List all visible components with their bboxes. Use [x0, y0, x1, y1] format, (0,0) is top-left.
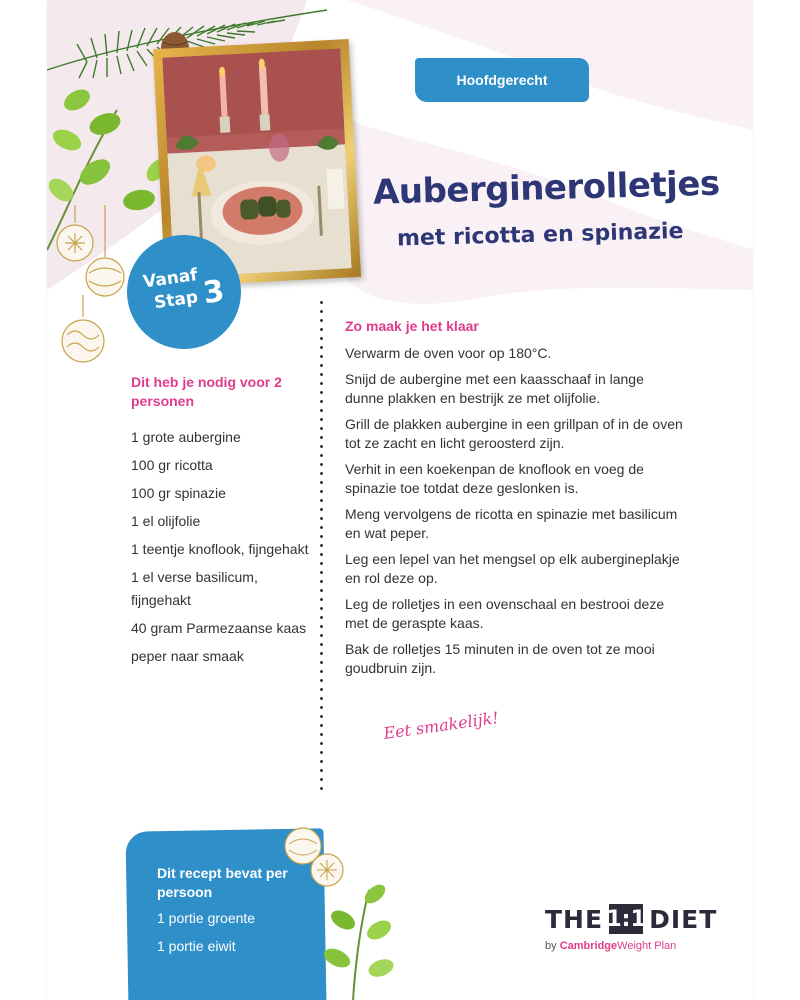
- method-heading: Zo maak je het klaar: [345, 318, 479, 334]
- method-step: Leg de rolletjes in een ovenschaal en bestrooi deze met de geraspte kaas.: [345, 596, 665, 631]
- method-step: Grill de plakken aubergine in een grillpan of in de oven tot ze zacht en licht geroosterd zijn.: [345, 416, 683, 451]
- ingredient-item: 1 el verse basilicum, fijngehakt: [131, 569, 258, 608]
- brand-wordmark: [545, 904, 718, 934]
- method-step: Meng vervolgens de ricotta en spinazie met basilicum en wat peper.: [345, 506, 678, 541]
- brand-byline: [545, 940, 715, 952]
- brand-logo: [545, 904, 718, 952]
- stage-badge-label-stage: Stap: [152, 287, 200, 314]
- method-steps: [345, 344, 685, 685]
- recipe-subtitle: met ricotta en spinazie: [396, 218, 684, 252]
- info-box-list: [157, 908, 307, 964]
- stage-badge-label-from: Vanaf: [141, 265, 199, 293]
- ingredient-item: 40 gram Parmezaanse kaas: [131, 620, 307, 636]
- category-badge: Hoofdgerecht: [415, 58, 589, 102]
- info-box-heading: Dit recept bevat per persoon: [157, 865, 288, 900]
- brand-cambridge: Cambridge: [559, 940, 618, 952]
- ingredient-item: peper naar smaak: [131, 648, 244, 664]
- method-step: Verhit in een koekenpan de knoflook en voeg de spinazie toe totdat deze geslonken is.: [345, 461, 644, 496]
- ingredients-list: [131, 426, 311, 673]
- method-step: Leg een lepel van het mengsel op elk aubergineplakje en rol deze op.: [345, 551, 680, 586]
- stage-badge-number: 3: [201, 273, 227, 312]
- brand-word-diet: DIET: [649, 904, 718, 934]
- ingredient-item: 100 gr spinazie: [131, 485, 226, 501]
- dotted-divider: [320, 298, 323, 796]
- ingredient-item: 100 gr ricotta: [131, 457, 213, 473]
- method-step: Snijd de aubergine met een kaasschaaf in lange dunne plakken en bestrijk ze met olijfolie.: [345, 371, 644, 406]
- info-box-item: 1 portie groente: [157, 910, 256, 926]
- info-box-item: 1 portie eiwit: [157, 938, 236, 954]
- recipe-title: Auberginerolletjes: [372, 163, 721, 213]
- ingredients-heading: Dit heb je nodig voor 2 personen: [131, 374, 282, 409]
- brand-weight-plan: Weight Plan: [617, 940, 677, 952]
- brand-ratio-mark: 1:1: [609, 904, 643, 934]
- ingredient-item: 1 el olijfolie: [131, 513, 201, 529]
- brand-word-the: THE: [545, 904, 604, 934]
- method-step: Bak de rolletjes 15 minuten in de oven tot ze mooi goudbruin zijn.: [345, 641, 655, 676]
- recipe-page: [47, 0, 753, 1000]
- ingredient-item: 1 teentje knoflook, fijngehakt: [131, 541, 309, 557]
- signoff-text: Eet smakelijk!: [382, 708, 500, 743]
- method-step: Verwarm de oven voor op 180°C.: [345, 345, 552, 361]
- brand-by: by: [545, 940, 557, 952]
- ingredient-item: 1 grote aubergine: [131, 429, 241, 445]
